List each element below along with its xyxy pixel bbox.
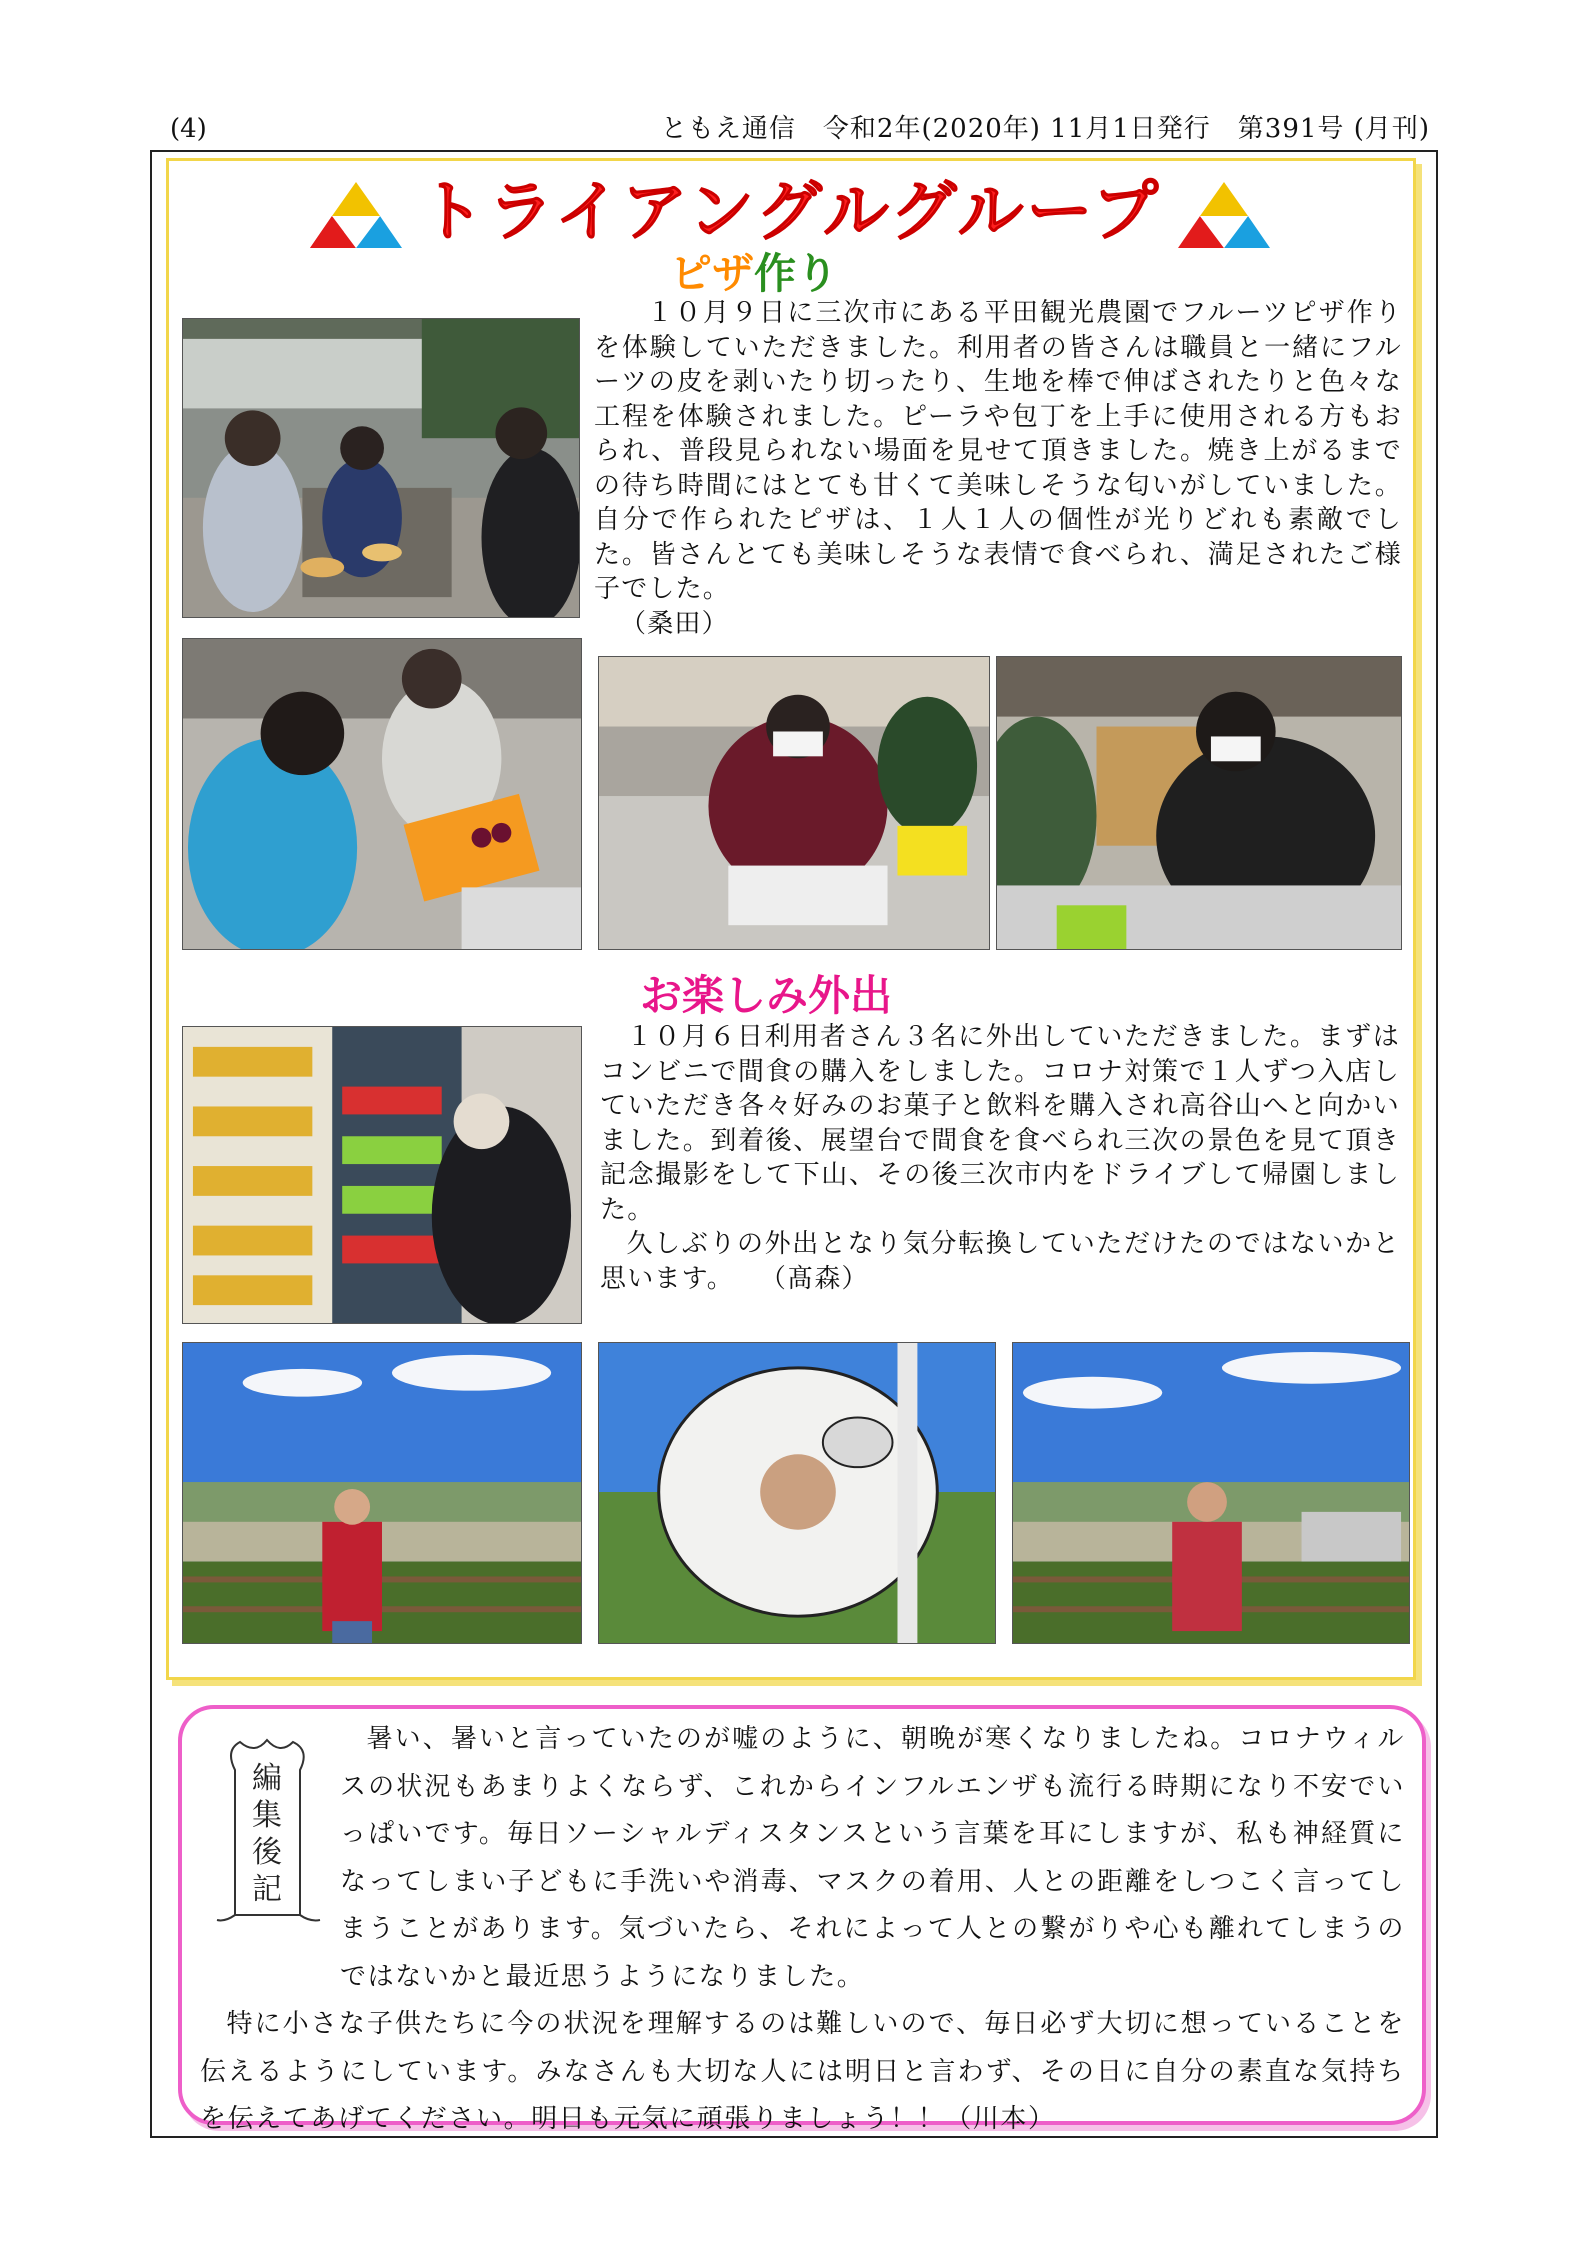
editorial-body-text-2: 特に小さな子供たちに今の状況を理解するのは難しいので、毎日必ず大切に想っていることを伝えるようにしています。みなさんも大切な人には明日と言わず、その日に自分の素直な気持ちを伝えてあげてください。明日も元気に頑張りましょう！！	[200, 2009, 1405, 2134]
pizza-title-part1: ピザ	[670, 249, 755, 298]
triangle-logo-icon	[310, 180, 402, 250]
pizza-title-part2: 作り	[754, 249, 839, 298]
issue-info: ともえ通信 令和2年(2020年) 11月1日発行 第391号 (月刊)	[660, 114, 1430, 144]
pizza-photo-rolling-dough	[598, 656, 990, 950]
editorial-author: （川本）	[945, 2104, 1056, 2134]
pizza-photo-cutting-fruit	[182, 638, 582, 950]
group-title: トライアングルグループ	[418, 173, 1162, 250]
svg-text:集: 集	[252, 1798, 282, 1833]
svg-text:後: 後	[252, 1835, 282, 1870]
svg-text:編: 編	[252, 1761, 282, 1796]
outing-photo-viewpoint-1	[182, 1342, 582, 1644]
pizza-author: （桑田）	[620, 608, 729, 639]
outing-photo-viewpoint-2	[1012, 1342, 1410, 1644]
group-title-row	[310, 172, 1270, 252]
pizza-photo-outdoor-table	[182, 318, 580, 618]
svg-text:記: 記	[252, 1872, 282, 1907]
outing-article-body	[600, 1020, 1400, 1296]
outing-body-text-2: 久しぶりの外出となり気分転換していただけたのではないかと思います。	[600, 1229, 1400, 1294]
page-number: (4)	[170, 114, 207, 144]
pizza-body-text: １０月９日に三次市にある平田観光農園でフルーツピザ作りを体験していただきました。利用者の皆さんは職員と一緒にフルーツの皮を剥いたり切ったり、生地を棒で伸ばされたりと色々な工程を体験されました。ピーラや包丁を上手に使用される方もおられ、普段見られない場面を見せて頂きました。焼き上がるまでの待ち時間にはとても甘くて美味しそうな匂いがしていました。自分で作られたピザは、１人１人の個性が光りどれも素敵でした。皆さんとても美味しそうな表情で食べられ、満足されたご様子でした。	[594, 298, 1402, 604]
outing-photo-convenience-store	[182, 1026, 582, 1324]
pizza-photo-pressing-dough	[996, 656, 1402, 950]
page-header	[170, 112, 1430, 146]
editorial-body-text: 暑い、暑いと言っていたのが嘘のように、朝晩が寒くなりましたね。コロナウィルスの状況もあまりよくならず、これからインフルエンザも流行る時期になり不安でいっぱいです。毎日ソーシャルディスタンスという言葉を耳にしますが、私も神経質になってしまい子どもに手洗いや消毒、マスクの着用、人との距離をしつこく言ってしまうことがあります。気づいたら、それによって人との繋がりや心も離れてしまうのではないかと最近思うようになりました。	[340, 1724, 1405, 1992]
outing-author: （髙森）	[759, 1263, 869, 1294]
outing-section-title: お楽しみ外出	[640, 971, 893, 1020]
outing-photo-sheep-face-board	[598, 1342, 996, 1644]
outing-body-text: １０月６日利用者さん３名に外出していただきました。まずはコンビニで間食の購入をしました。コロナ対策で１人ずつ入店していただき各々好みのお菓子と飲料を購入され高谷山へと向かいました。到着後、展望台で間食を食べられ三次の景色を見て頂き記念撮影をして下山、その後三次市内をドライブして帰園しました。	[600, 1022, 1400, 1225]
pizza-article-body	[594, 296, 1402, 641]
editorial-body	[200, 1716, 1405, 2144]
editorial-logo-space	[200, 1716, 340, 1996]
triangle-logo-icon	[1178, 180, 1270, 250]
pizza-section-title	[670, 248, 838, 300]
